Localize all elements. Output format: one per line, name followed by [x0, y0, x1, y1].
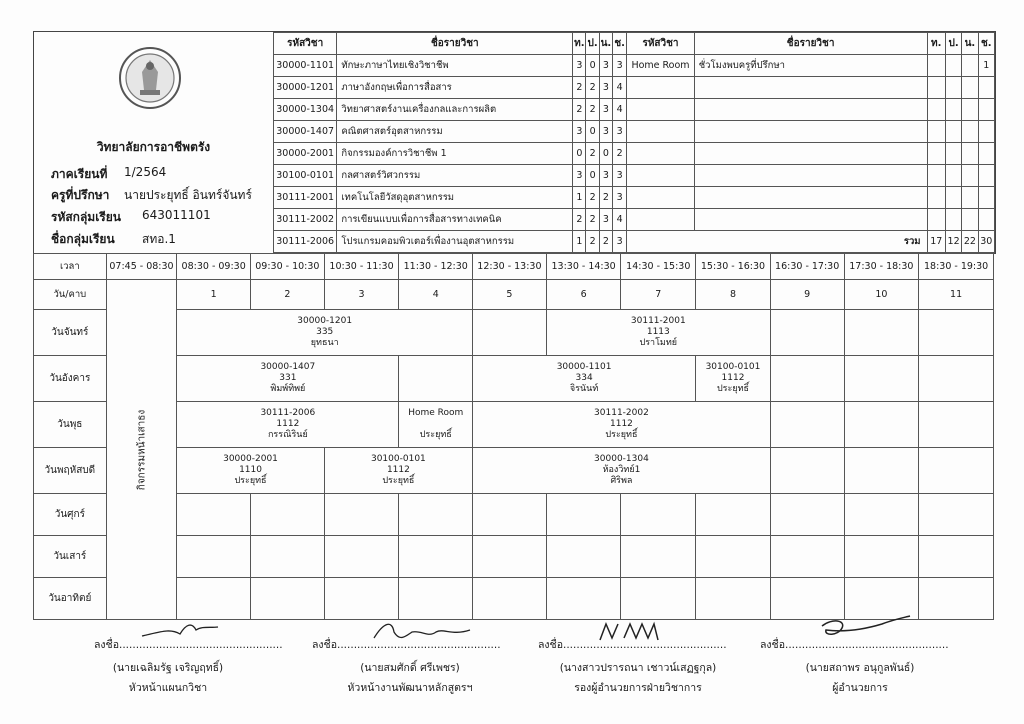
- subject-name: กลศาสตร์วิศวกรรม: [337, 165, 573, 187]
- empty-slot: [919, 448, 994, 494]
- time-slot: 16:30 - 17:30: [770, 254, 844, 280]
- header-total-hours: ช.: [613, 33, 627, 55]
- signer-name: (นายสถาพร อนุกูลพันธ์): [805, 662, 915, 674]
- practice-hours: 0: [586, 165, 599, 187]
- empty-cell: [962, 209, 978, 231]
- subject-code: 30100-0101: [370, 454, 426, 464]
- day-row-thursday: [34, 448, 994, 494]
- class-block: [399, 402, 473, 448]
- time-slot: 14:30 - 15:30: [621, 254, 696, 280]
- subject-code: 30000-2001: [223, 454, 278, 464]
- room: 1112: [386, 465, 410, 475]
- signer-title: ผู้อำนวยการ: [832, 682, 888, 694]
- empty-cell: [945, 165, 961, 187]
- day-row-friday: [34, 494, 994, 536]
- group-name-label: ชื่อกลุ่มเรียน: [51, 232, 115, 246]
- theory-hours: 3: [573, 165, 586, 187]
- subject-code: 30111-2006: [274, 231, 337, 253]
- period-number: 8: [696, 280, 771, 310]
- college-name: วิทยาลัยการอาชีพตรัง: [96, 140, 211, 154]
- header-total-hours: ช.: [978, 33, 994, 55]
- empty-cell: [627, 99, 694, 121]
- day-label: วันจันทร์: [34, 310, 107, 356]
- room: ห้องวิทย์1: [602, 465, 641, 475]
- subject-row: [274, 165, 995, 187]
- header-credits: น.: [599, 33, 612, 55]
- period-header: วัน/คาบ: [34, 280, 107, 310]
- empty-cell: [978, 187, 994, 209]
- empty-cell: [694, 165, 927, 187]
- room: 1112: [610, 419, 633, 429]
- signer-title: หัวหน้างานพัฒนาหลักสูตรฯ: [347, 682, 473, 694]
- day-label: วันอาทิตย์: [34, 578, 107, 620]
- empty-cell: [978, 121, 994, 143]
- time-slot: 17:30 - 18:30: [844, 254, 919, 280]
- subject-row: [274, 77, 995, 99]
- time-row: [34, 254, 994, 280]
- empty-cell: [962, 143, 978, 165]
- empty-cell: [945, 209, 961, 231]
- day-row-tuesday: [34, 356, 994, 402]
- total-hours: 3: [613, 187, 627, 209]
- time-slot: 13:30 - 14:30: [546, 254, 621, 280]
- subject-code: Home Room: [627, 55, 694, 77]
- subject-name: กิจกรรมองค์การวิชาชีพ 1: [337, 143, 573, 165]
- subject-code: 30000-1304: [594, 454, 649, 464]
- subject-row: [274, 209, 995, 231]
- header-subject-code: รหัสวิชา: [274, 33, 337, 55]
- class-block: [177, 402, 399, 448]
- period-number: 9: [770, 280, 844, 310]
- theory-hours: 0: [573, 143, 586, 165]
- signer-name: (นางสาวปรารถนา เชาวน์เสฏฐกุล): [559, 662, 717, 674]
- class-block: [177, 448, 324, 494]
- theory-hours: 2: [573, 77, 586, 99]
- subject-name: โปรแกรมคอมพิวเตอร์เพื่องานอุตสาหกรรม: [337, 231, 573, 253]
- semester-label: ภาคเรียนที่: [51, 167, 108, 181]
- subject-code: 30100-0101: [705, 362, 761, 372]
- teacher: พิมพ์ทิพย์: [270, 384, 306, 394]
- empty-cell: [694, 143, 927, 165]
- header-practice-hours: ป.: [945, 33, 961, 55]
- empty-cell: [694, 99, 927, 121]
- subject-code: Home Room: [408, 408, 464, 418]
- subject-code: 30111-2002: [594, 408, 649, 418]
- empty-slot: [919, 356, 994, 402]
- teacher: กรรณิรินย์: [267, 430, 308, 440]
- time-slot: 15:30 - 16:30: [696, 254, 771, 280]
- subject-row: [274, 187, 995, 209]
- theory-hours: 1: [573, 231, 586, 253]
- total-hours: 2: [613, 143, 627, 165]
- teacher: ประยุทธิ์: [234, 476, 267, 486]
- day-label: วันพฤหัสบดี: [34, 448, 107, 494]
- practice-hours: 2: [586, 77, 599, 99]
- signer-name: (นายเฉลิมรัฐ เจริญฤทธิ์): [112, 662, 224, 674]
- time-slot: 11:30 - 12:30: [399, 254, 473, 280]
- theory-hours: 3: [573, 121, 586, 143]
- teacher: ประยุทธิ์: [419, 430, 452, 440]
- credits: [962, 55, 978, 77]
- advisor-label: ครูที่ปรึกษา: [51, 188, 110, 202]
- empty-cell: [978, 99, 994, 121]
- class-block: [324, 448, 472, 494]
- empty-slot: [770, 448, 844, 494]
- day-label: วันเสาร์: [34, 536, 107, 578]
- empty-cell: [694, 187, 927, 209]
- subject-code: 30000-1201: [297, 316, 353, 326]
- theory-hours: 2: [573, 99, 586, 121]
- header-subject-name: ชื่อรายวิชา: [694, 33, 927, 55]
- signature-label: ลงชื่อ: [538, 639, 563, 651]
- day-label: วันพุธ: [34, 402, 107, 448]
- room: 331: [279, 373, 297, 383]
- empty-cell: [627, 209, 694, 231]
- theory-hours: 3: [573, 55, 586, 77]
- total-hours: 4: [613, 77, 627, 99]
- subject-name: เทคโนโลยีวัสดุอุตสาหกรรม: [337, 187, 573, 209]
- period-number: 11: [919, 280, 994, 310]
- subject-header-row: [274, 33, 995, 55]
- empty-cell: [945, 187, 961, 209]
- class-block: [696, 356, 771, 402]
- period-number: 4: [399, 280, 473, 310]
- room: 1110: [239, 465, 262, 475]
- total-hours: 3: [613, 121, 627, 143]
- teacher: ประยุทธิ์: [716, 384, 750, 394]
- empty-slot: [844, 402, 919, 448]
- empty-cell: [627, 165, 694, 187]
- class-block: [473, 402, 771, 448]
- total-practice-hours: 12: [945, 231, 961, 253]
- subject-code: 30000-2001: [274, 143, 337, 165]
- subject-code: 30000-1101: [274, 55, 337, 77]
- signature-block-2: ลงชื่อ................................................. (นายสมศักดิ์ ศรีเพชร) หัวหน้างานพัฒนาหลักสูตรฯ: [300, 636, 520, 696]
- subject-table: [273, 32, 995, 253]
- teacher: ปราโมทย์: [639, 338, 678, 348]
- subject-code: 30000-1101: [556, 362, 612, 372]
- practice-hours: 2: [586, 231, 599, 253]
- class-block: [177, 310, 473, 356]
- period-row: [34, 280, 994, 310]
- empty-cell: [945, 121, 961, 143]
- period-number: 10: [844, 280, 919, 310]
- class-block: [473, 448, 771, 494]
- subject-row: [274, 121, 995, 143]
- subject-row: [274, 143, 995, 165]
- subject-name: คณิตศาสตร์อุตสาหกรรม: [337, 121, 573, 143]
- signature-block-4: ลงชื่อ................................................. (นายสถาพร อนุกูลพันธ์) ผู้อำนวยการ: [750, 636, 970, 696]
- subject-code: 30100-0101: [274, 165, 337, 187]
- practice-hours: [945, 55, 961, 77]
- empty-cell: [962, 77, 978, 99]
- subject-code: 30000-1201: [274, 77, 337, 99]
- subject-code: 30111-2006: [260, 408, 316, 418]
- empty-cell: [927, 77, 945, 99]
- empty-cell: [962, 187, 978, 209]
- empty-slot: [844, 448, 919, 494]
- empty-cell: [945, 143, 961, 165]
- period-number: 2: [251, 280, 325, 310]
- advisor-value: นายประยุทธิ์ อินทร์จันทร์: [124, 188, 252, 202]
- time-slot: 08:30 - 09:30: [177, 254, 251, 280]
- period-number: 5: [473, 280, 547, 310]
- empty-cell: [694, 77, 927, 99]
- credits: 3: [599, 209, 612, 231]
- empty-cell: [978, 209, 994, 231]
- teacher: จิรนันท์: [569, 384, 599, 394]
- class-block: [473, 356, 696, 402]
- empty-cell: [927, 187, 945, 209]
- teacher: ศิริพล: [610, 476, 633, 486]
- subject-name: ชั่วโมงพบครูที่ปรึกษา: [694, 55, 927, 77]
- signer-title: รองผู้อำนวยการฝ่ายวิชาการ: [574, 682, 702, 694]
- day-row-saturday: [34, 536, 994, 578]
- empty-cell: [927, 143, 945, 165]
- room: 1112: [721, 373, 745, 383]
- period-number: 6: [546, 280, 621, 310]
- time-slot: 18:30 - 19:30: [919, 254, 994, 280]
- subject-code: 30111-2002: [274, 209, 337, 231]
- room: 334: [575, 373, 593, 383]
- empty-slot: [770, 356, 844, 402]
- signature-block-1: ลงชื่อ................................................. (นายเฉลิมรัฐ เจริญฤทธิ์) หัวหน้าแผนกวิชา: [58, 636, 278, 696]
- group-code-label: รหัสกลุ่มเรียน: [51, 210, 121, 224]
- header-block: [33, 31, 996, 254]
- subject-name: ทักษะภาษาไทยเชิงวิชาชีพ: [337, 55, 573, 77]
- practice-hours: 2: [586, 209, 599, 231]
- empty-cell: [927, 165, 945, 187]
- header-practice-hours: ป.: [586, 33, 599, 55]
- header-subject-code: รหัสวิชา: [627, 33, 694, 55]
- total-label: รวม: [627, 231, 927, 253]
- group-name-value: สทอ.1: [142, 232, 176, 246]
- empty-cell: [927, 209, 945, 231]
- subject-code: 30111-2001: [274, 187, 337, 209]
- teacher: ประยุทธิ์: [605, 430, 638, 440]
- total-theory-hours: 17: [927, 231, 945, 253]
- subject-row: [274, 231, 995, 253]
- empty-cell: [627, 187, 694, 209]
- empty-cell: [627, 143, 694, 165]
- total-hours: 3: [613, 165, 627, 187]
- empty-cell: [962, 121, 978, 143]
- total-total-hours: 30: [978, 231, 994, 253]
- credits: 3: [599, 77, 612, 99]
- signer-title: หัวหน้าแผนกวิชา: [128, 682, 208, 694]
- class-block: [177, 356, 399, 402]
- theory-hours: 2: [573, 209, 586, 231]
- subject-row: [274, 99, 995, 121]
- room: 1112: [276, 419, 300, 429]
- credits: 3: [599, 121, 612, 143]
- total-hours: 4: [613, 209, 627, 231]
- group-code-value: 643011101: [142, 208, 211, 222]
- header-subject-name: ชื่อรายวิชา: [337, 33, 573, 55]
- empty-cell: [962, 99, 978, 121]
- day-row-monday: [34, 310, 994, 356]
- total-credits: 22: [962, 231, 978, 253]
- class-block: [546, 310, 770, 356]
- day-label: วันอังคาร: [34, 356, 107, 402]
- credits: 2: [599, 187, 612, 209]
- semester-value: 1/2564: [124, 165, 167, 179]
- credits: 0: [599, 143, 612, 165]
- empty-cell: [927, 121, 945, 143]
- empty-slot: [399, 356, 473, 402]
- period-number: 3: [324, 280, 399, 310]
- subject-code: 30000-1407: [274, 121, 337, 143]
- time-slot: 09:30 - 10:30: [251, 254, 325, 280]
- credits: 3: [599, 99, 612, 121]
- header-theory-hours: ท.: [927, 33, 945, 55]
- practice-hours: 2: [586, 143, 599, 165]
- empty-cell: [627, 77, 694, 99]
- empty-slot: [844, 310, 919, 356]
- subject-name: วิทยาศาสตร์งานเครื่องกลและการผลิต: [337, 99, 573, 121]
- class-info-panel: [34, 32, 274, 253]
- credits: 3: [599, 165, 612, 187]
- empty-cell: [962, 165, 978, 187]
- time-slot: 12:30 - 13:30: [473, 254, 547, 280]
- credits: 3: [599, 55, 612, 77]
- subject-code: 30111-2001: [630, 316, 686, 326]
- empty-slot: [770, 402, 844, 448]
- empty-cell: [927, 99, 945, 121]
- empty-slot: [844, 356, 919, 402]
- empty-slot: [473, 310, 547, 356]
- room: 1113: [646, 327, 670, 337]
- practice-hours: 0: [586, 121, 599, 143]
- empty-slot: [919, 402, 994, 448]
- signature-label: ลงชื่อ: [312, 639, 337, 651]
- weekly-timetable: [33, 253, 994, 620]
- teacher: ประยุทธิ์: [382, 476, 415, 486]
- subject-row: [274, 55, 995, 77]
- subject-code: 30000-1304: [274, 99, 337, 121]
- signature-label: ลงชื่อ: [760, 639, 785, 651]
- subject-name: ภาษาอังกฤษเพื่อการสื่อสาร: [337, 77, 573, 99]
- empty-cell: [694, 121, 927, 143]
- subject-code: 30000-1407: [260, 362, 316, 372]
- empty-slot: [770, 310, 844, 356]
- empty-cell: [694, 209, 927, 231]
- theory-hours: 1: [573, 187, 586, 209]
- period-number: 7: [621, 280, 696, 310]
- total-hours: 1: [978, 55, 994, 77]
- credits: 2: [599, 231, 612, 253]
- time-slot: 07:45 - 08:30: [106, 254, 177, 280]
- time-header: เวลา: [34, 254, 107, 280]
- room: 335: [316, 327, 334, 337]
- total-hours: 3: [613, 55, 627, 77]
- empty-slot: [919, 310, 994, 356]
- teacher: ยุทธนา: [310, 338, 339, 348]
- empty-cell: [978, 165, 994, 187]
- theory-hours: [927, 55, 945, 77]
- header-theory-hours: ท.: [573, 33, 586, 55]
- signature-block-3: ลงชื่อ................................................. (นางสาวปรารถนา เชาวน์เสฏฐกุล) รองผู้อำนวยการฝ่ายวิชาการ: [528, 636, 748, 696]
- empty-cell: [945, 77, 961, 99]
- day-label: วันศุกร์: [34, 494, 107, 536]
- empty-cell: [945, 99, 961, 121]
- subject-name: การเขียนแบบเพื่อการสื่อสารทางเทคนิค: [337, 209, 573, 231]
- signer-name: (นายสมศักดิ์ ศรีเพชร): [360, 662, 460, 674]
- time-slot: 10:30 - 11:30: [324, 254, 399, 280]
- flag-activity-label: กิจกรรมหน้าเสาธง: [136, 409, 147, 490]
- total-hours: 4: [613, 99, 627, 121]
- empty-cell: [978, 77, 994, 99]
- practice-hours: 2: [586, 99, 599, 121]
- period-number: 1: [177, 280, 251, 310]
- header-credits: น.: [962, 33, 978, 55]
- college-seal-icon: [118, 46, 182, 110]
- signature-label: ลงชื่อ: [94, 639, 119, 651]
- empty-cell: [978, 143, 994, 165]
- day-row-wednesday: [34, 402, 994, 448]
- total-hours: 3: [613, 231, 627, 253]
- flag-activity-cell: [106, 280, 177, 620]
- practice-hours: 0: [586, 55, 599, 77]
- practice-hours: 2: [586, 187, 599, 209]
- empty-cell: [627, 121, 694, 143]
